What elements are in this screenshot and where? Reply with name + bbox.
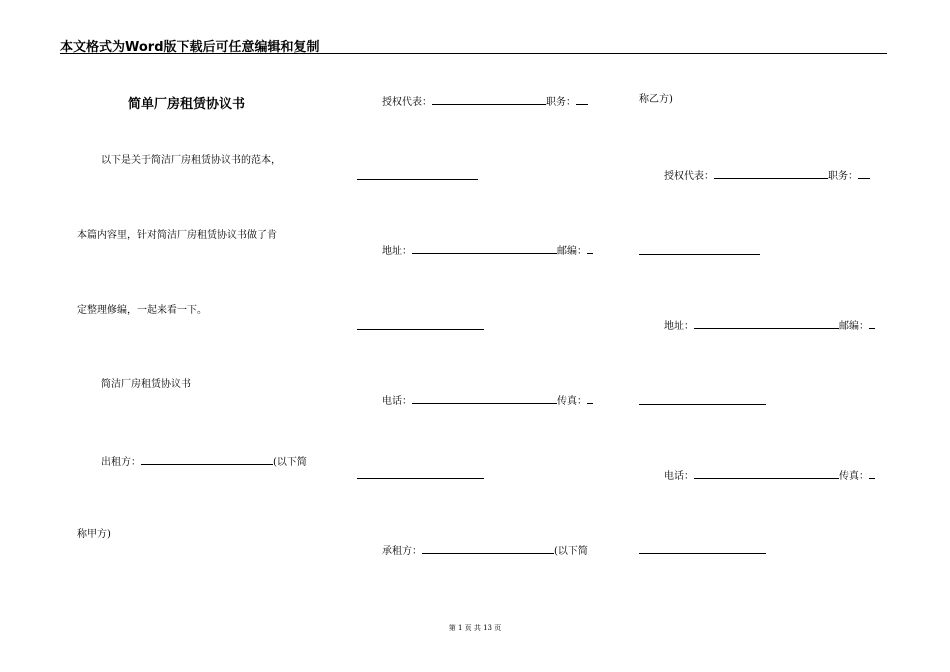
postcode-label: 邮编： xyxy=(557,246,587,257)
postcode-label: 邮编： xyxy=(839,321,869,332)
lessor-continuation: 称甲方) xyxy=(77,529,111,540)
lessor-label: 出租方： xyxy=(101,457,141,468)
rep-label: 授权代表： xyxy=(382,97,432,108)
address-blank xyxy=(412,243,557,254)
lessee-phone-line xyxy=(664,468,875,480)
rep-blank xyxy=(432,94,546,105)
address-label: 地址： xyxy=(664,321,694,332)
blank-line xyxy=(357,478,484,479)
blank-line xyxy=(639,254,760,255)
postcode-blank xyxy=(869,318,875,329)
fax-blank xyxy=(869,468,875,479)
lessee-line xyxy=(382,543,588,555)
rep-blank xyxy=(714,168,828,179)
intro-line-1: 以下是关于简洁厂房租赁协议书的范本， xyxy=(101,155,281,166)
phone-label: 电话： xyxy=(382,396,412,407)
lessor-suffix: (以下简 xyxy=(273,457,307,468)
lessor-blank xyxy=(141,454,273,465)
intro-line-2: 本篇内容里，针对简洁厂房租赁协议书做了肯 xyxy=(77,230,277,241)
lessee-blank xyxy=(422,543,554,554)
lessor-phone-line xyxy=(382,393,593,405)
address-label: 地址： xyxy=(382,246,412,257)
lessee-label: 承租方： xyxy=(382,546,422,557)
position-blank xyxy=(858,168,870,179)
position-label: 职务： xyxy=(828,171,858,182)
fax-label: 传真： xyxy=(839,471,869,482)
lessee-rep-line xyxy=(664,168,870,180)
phone-blank xyxy=(412,393,557,404)
document-title: 简单厂房租赁协议书 xyxy=(128,97,246,112)
phone-blank xyxy=(694,468,839,479)
blank-line xyxy=(639,404,766,405)
blank-line xyxy=(357,179,478,180)
blank-line xyxy=(639,553,766,554)
lessee-suffix: (以下简 xyxy=(554,546,588,557)
intro-line-3: 定整理修编，一起来看一下。 xyxy=(77,305,207,316)
phone-label: 电话： xyxy=(664,471,694,482)
fax-label: 传真： xyxy=(557,396,587,407)
lessor-line xyxy=(101,454,307,466)
position-label: 职务： xyxy=(546,97,576,108)
postcode-blank xyxy=(587,243,593,254)
agreement-subtitle: 简洁厂房租赁协议书 xyxy=(101,379,191,390)
header-rule xyxy=(60,53,887,54)
fax-blank xyxy=(587,393,593,404)
lessor-address-line xyxy=(382,243,593,255)
document-header: 本文格式为Word版下载后可任意编辑和复制 xyxy=(60,40,320,55)
lessee-continuation: 称乙方) xyxy=(639,94,673,105)
lessee-address-line xyxy=(664,318,875,330)
position-blank xyxy=(576,94,588,105)
blank-line xyxy=(357,329,484,330)
rep-label: 授权代表： xyxy=(664,171,714,182)
lessor-rep-line xyxy=(382,94,588,106)
address-blank xyxy=(694,318,839,329)
page-number: 第 1 页 共 13 页 xyxy=(448,624,502,632)
